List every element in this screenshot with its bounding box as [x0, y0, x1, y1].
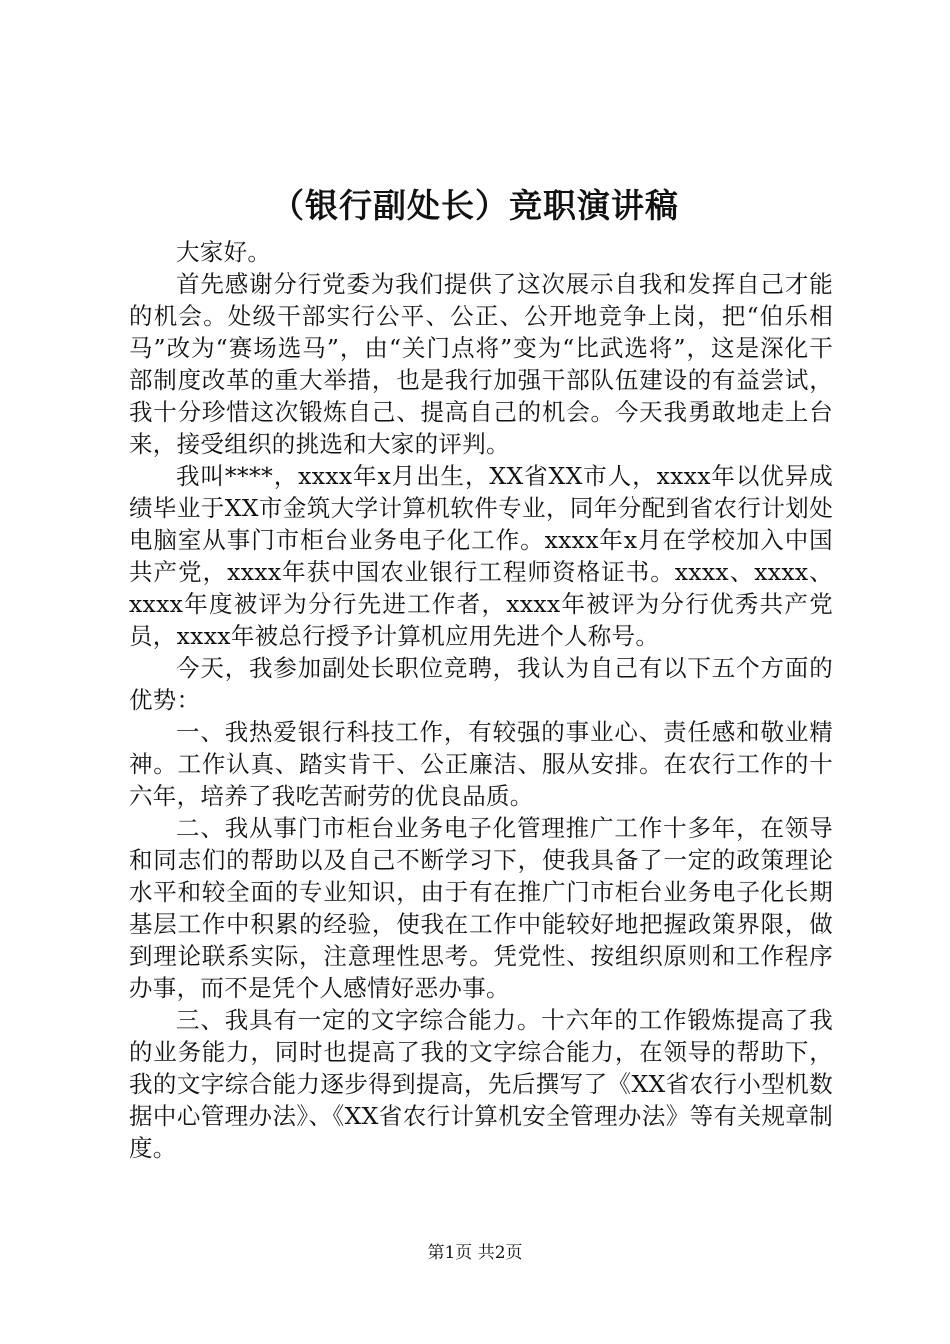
document-title: （银行副处长）竞职演讲稿: [271, 186, 679, 225]
paragraph-advantages-intro: 今天，我参加副处长职位竞聘，我认为自己有以下五个方面的优势：: [129, 654, 833, 714]
document-body: [129, 236, 833, 1164]
paragraph-advantage-2: 二、我从事门市柜台业务电子化管理推广工作十多年，在领导和同志们的帮助以及自己不断学习下，使我具备了一定的政策理论水平和较全面的专业知识，由于有在推广门市柜台业务电子化长期基层工作中积累的经验，使我在工作中能较好地把握政策界限，做到理论联系实际，注意理性思考。凭党性、按组织原则和工作程序办事，而不是凭个人感情好恶办事。: [129, 814, 833, 1002]
paragraph-advantage-1: 一、我热爱银行科技工作，有较强的事业心、责任感和敬业精神。工作认真、踏实肯干、公正廉洁、服从安排。在农行工作的十六年，培养了我吃苦耐劳的优良品质。: [129, 718, 833, 810]
page-footer: 第1页 共2页: [427, 1243, 523, 1263]
paragraph-greeting: 大家好。: [176, 238, 272, 266]
paragraph-thanks: 首先感谢分行党委为我们提供了这次展示自我和发挥自己才能的机会。处级干部实行公平、公正、公开地竞争上岗，把“伯乐相马”改为“赛场选马”，由“关门点将”变为“比武选将”，这是深化干部制度改革的重大举措，也是我行加强干部队伍建设的有益尝试，我十分珍惜这次锻炼自己、提高自己的机会。今天我勇敢地走上台来，接受组织的挑选和大家的评判。: [129, 270, 833, 458]
paragraph-advantage-3: 三、我具有一定的文字综合能力。十六年的工作锻炼提高了我的业务能力，同时也提高了我的文字综合能力，在领导的帮助下，我的文字综合能力逐步得到提高，先后撰写了《XX省农行小型机数据中心管理办法》、《XX省农行计算机安全管理办法》等有关规章制度。: [129, 1006, 833, 1162]
paragraph-self-introduction: 我叫****，xxxx年x月出生，XX省XX市人，xxxx年以优异成绩毕业于XX市金筑大学计算机软件专业，同年分配到省农行计划处电脑室从事门市柜台业务电子化工作。xxxx年x月在学校加入中国共产党，xxxx年获中国农业银行工程师资格证书。xxxx、xxxx、xxxx年度被评为分行先进工作者，xxxx年被评为分行优秀共产党员，xxxx年被总行授予计算机应用先进个人称号。: [129, 462, 833, 650]
